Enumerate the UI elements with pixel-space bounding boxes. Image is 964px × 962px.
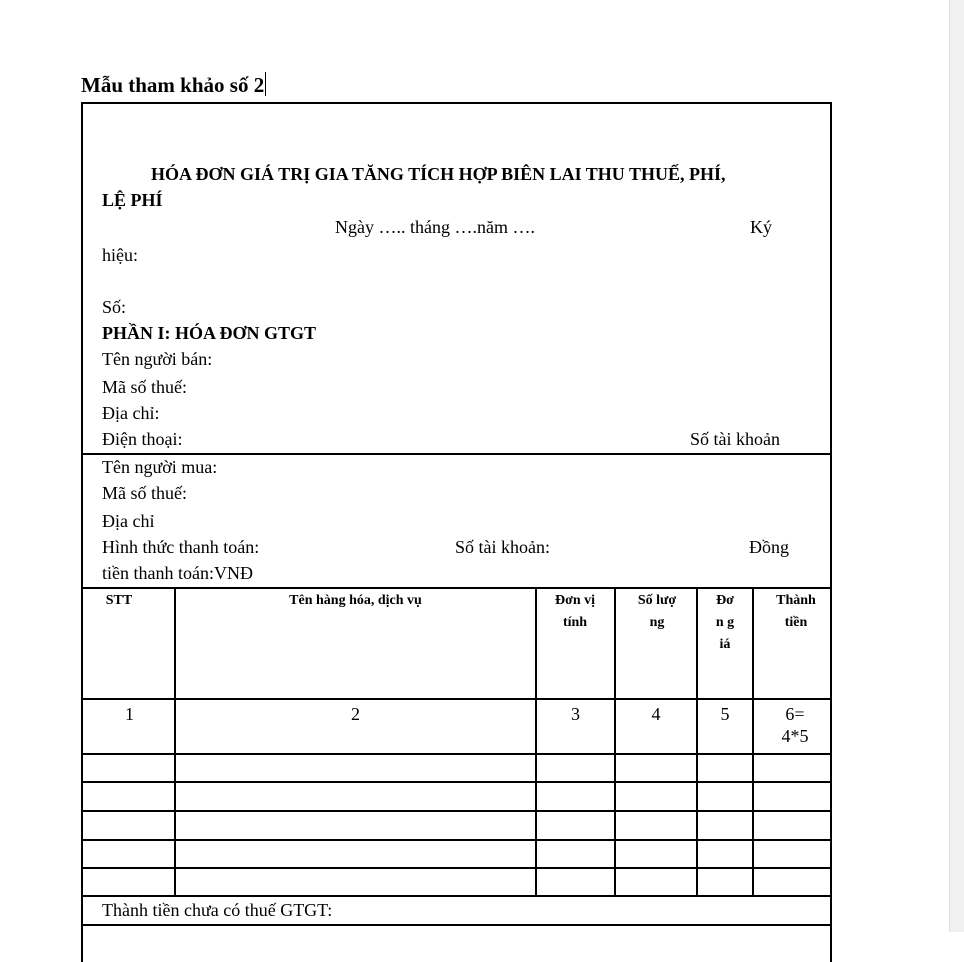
column-number-4: 4: [651, 704, 661, 724]
subtotal-label: Thành tiền chưa có thuế GTGT:: [102, 900, 333, 920]
header-unit: Đơn vị tính: [554, 593, 596, 630]
buyer-tax-code-label: Mã số thuế:: [102, 483, 187, 503]
invoice-form: [81, 102, 832, 962]
table-header-bottom: [83, 698, 830, 700]
header-stt: STT: [105, 593, 133, 608]
table-row-line: [83, 753, 830, 755]
divider-seller-buyer: [83, 453, 830, 455]
buyer-name-label: Tên người mua:: [102, 457, 218, 477]
payment-method-label: Hình thức thanh toán:: [102, 537, 260, 557]
invoice-number-label: Số:: [102, 297, 127, 317]
column-number-5: 5: [720, 704, 730, 724]
part1-title: PHẦN I: HÓA ĐƠN GTGT: [102, 323, 317, 343]
table-row-line: [83, 781, 830, 783]
header-goods-services: Tên hàng hóa, dịch vụ: [289, 593, 422, 608]
symbol-label-suffix: hiệu:: [102, 245, 138, 265]
vertical-scrollbar[interactable]: [949, 0, 964, 932]
column-number-1: 1: [125, 704, 134, 724]
currency-label-prefix: Đồng: [749, 537, 789, 557]
table-row-line: [83, 867, 830, 869]
invoice-heading-line1: HÓA ĐƠN GIÁ TRỊ GIA TĂNG TÍCH HỢP BIÊN LAI THU THUẾ, PHÍ,: [151, 164, 726, 184]
date-line: Ngày ….. tháng ….năm ….: [335, 217, 535, 237]
buyer-account-label: Số tài khoản:: [455, 537, 550, 557]
symbol-label-prefix: Ký: [750, 217, 772, 237]
buyer-address-label: Địa chỉ: [102, 511, 155, 531]
header-unit-price: Đơn giá: [715, 593, 735, 652]
table-row-line: [83, 839, 830, 841]
column-number-3: 3: [571, 704, 580, 724]
header-amount: Thành tiền: [776, 593, 816, 630]
table-column-line: [535, 587, 537, 897]
seller-tax-code-label: Mã số thuế:: [102, 377, 187, 397]
currency-label-suffix: tiền thanh toán:VNĐ: [102, 563, 253, 583]
table-column-line: [174, 587, 176, 897]
seller-account-label: Số tài khoản: [690, 429, 780, 449]
document-title-text: Mẫu tham khảo số 2: [81, 73, 265, 97]
seller-address-label: Địa chỉ:: [102, 403, 160, 423]
seller-name-label: Tên người bán:: [102, 349, 213, 369]
table-top-border: [83, 587, 830, 589]
column-number-2: 2: [351, 704, 360, 724]
table-column-line: [614, 587, 616, 897]
text-cursor: [265, 72, 266, 96]
seller-phone-label: Điện thoại:: [102, 429, 183, 449]
table-column-line: [752, 587, 754, 897]
table-row-line: [83, 810, 830, 812]
column-number-6: 6= 4*5: [781, 704, 809, 746]
divider-subtotal: [83, 924, 830, 926]
table-bottom-border: [83, 895, 830, 897]
header-quantity: Số lượng: [637, 593, 677, 630]
document-title[interactable]: [81, 72, 266, 98]
table-column-line: [696, 587, 698, 897]
invoice-heading-line2: LỆ PHÍ: [102, 190, 163, 210]
